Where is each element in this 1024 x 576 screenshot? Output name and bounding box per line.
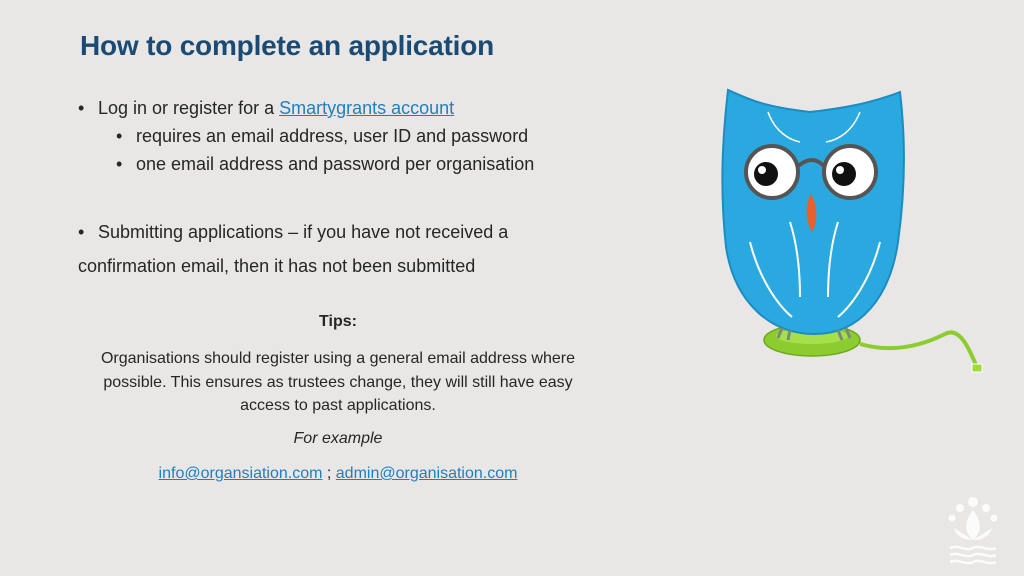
sub-bullet-one-account xyxy=(116,154,534,175)
email-separator: ; xyxy=(322,465,336,482)
bullet-item-submitting xyxy=(78,222,508,243)
tips-body: Organisations should register using a general email address where possible. This ensures as trustees change, they will still have easy access to past applications. xyxy=(100,350,576,414)
sub-bullet-requirements xyxy=(116,126,528,147)
bullet-glyph: • xyxy=(78,98,85,118)
bullet-submitting-continuation: confirmation email, then it has not been submitted xyxy=(78,256,476,276)
sub-bullet-requirements-text: requires an email address, user ID and password xyxy=(136,126,529,146)
bullet-glyph: • xyxy=(116,154,123,174)
email-link-info[interactable]: info@organsiation.com xyxy=(158,465,323,482)
bullet-login-text: Log in or register for a xyxy=(98,98,280,118)
example-emails xyxy=(0,465,676,483)
email-link-admin[interactable]: admin@organisation.com xyxy=(335,465,518,482)
lotus-logo xyxy=(940,488,1006,568)
bullet-glyph: • xyxy=(78,222,85,242)
smartygrants-account-link[interactable]: Smartygrants account xyxy=(279,98,455,118)
owl-illustration xyxy=(720,82,990,382)
sub-bullet-one-account-text: one email address and password per organisation xyxy=(136,154,535,174)
tips-heading: Tips: xyxy=(319,313,357,330)
bullet-submitting-text: Submitting applications – if you have not received a xyxy=(98,222,509,242)
slide-title: How to complete an application xyxy=(80,30,495,61)
bullet-glyph: • xyxy=(116,126,123,146)
example-label: For example xyxy=(293,430,383,447)
bullet-item-login xyxy=(78,98,454,119)
